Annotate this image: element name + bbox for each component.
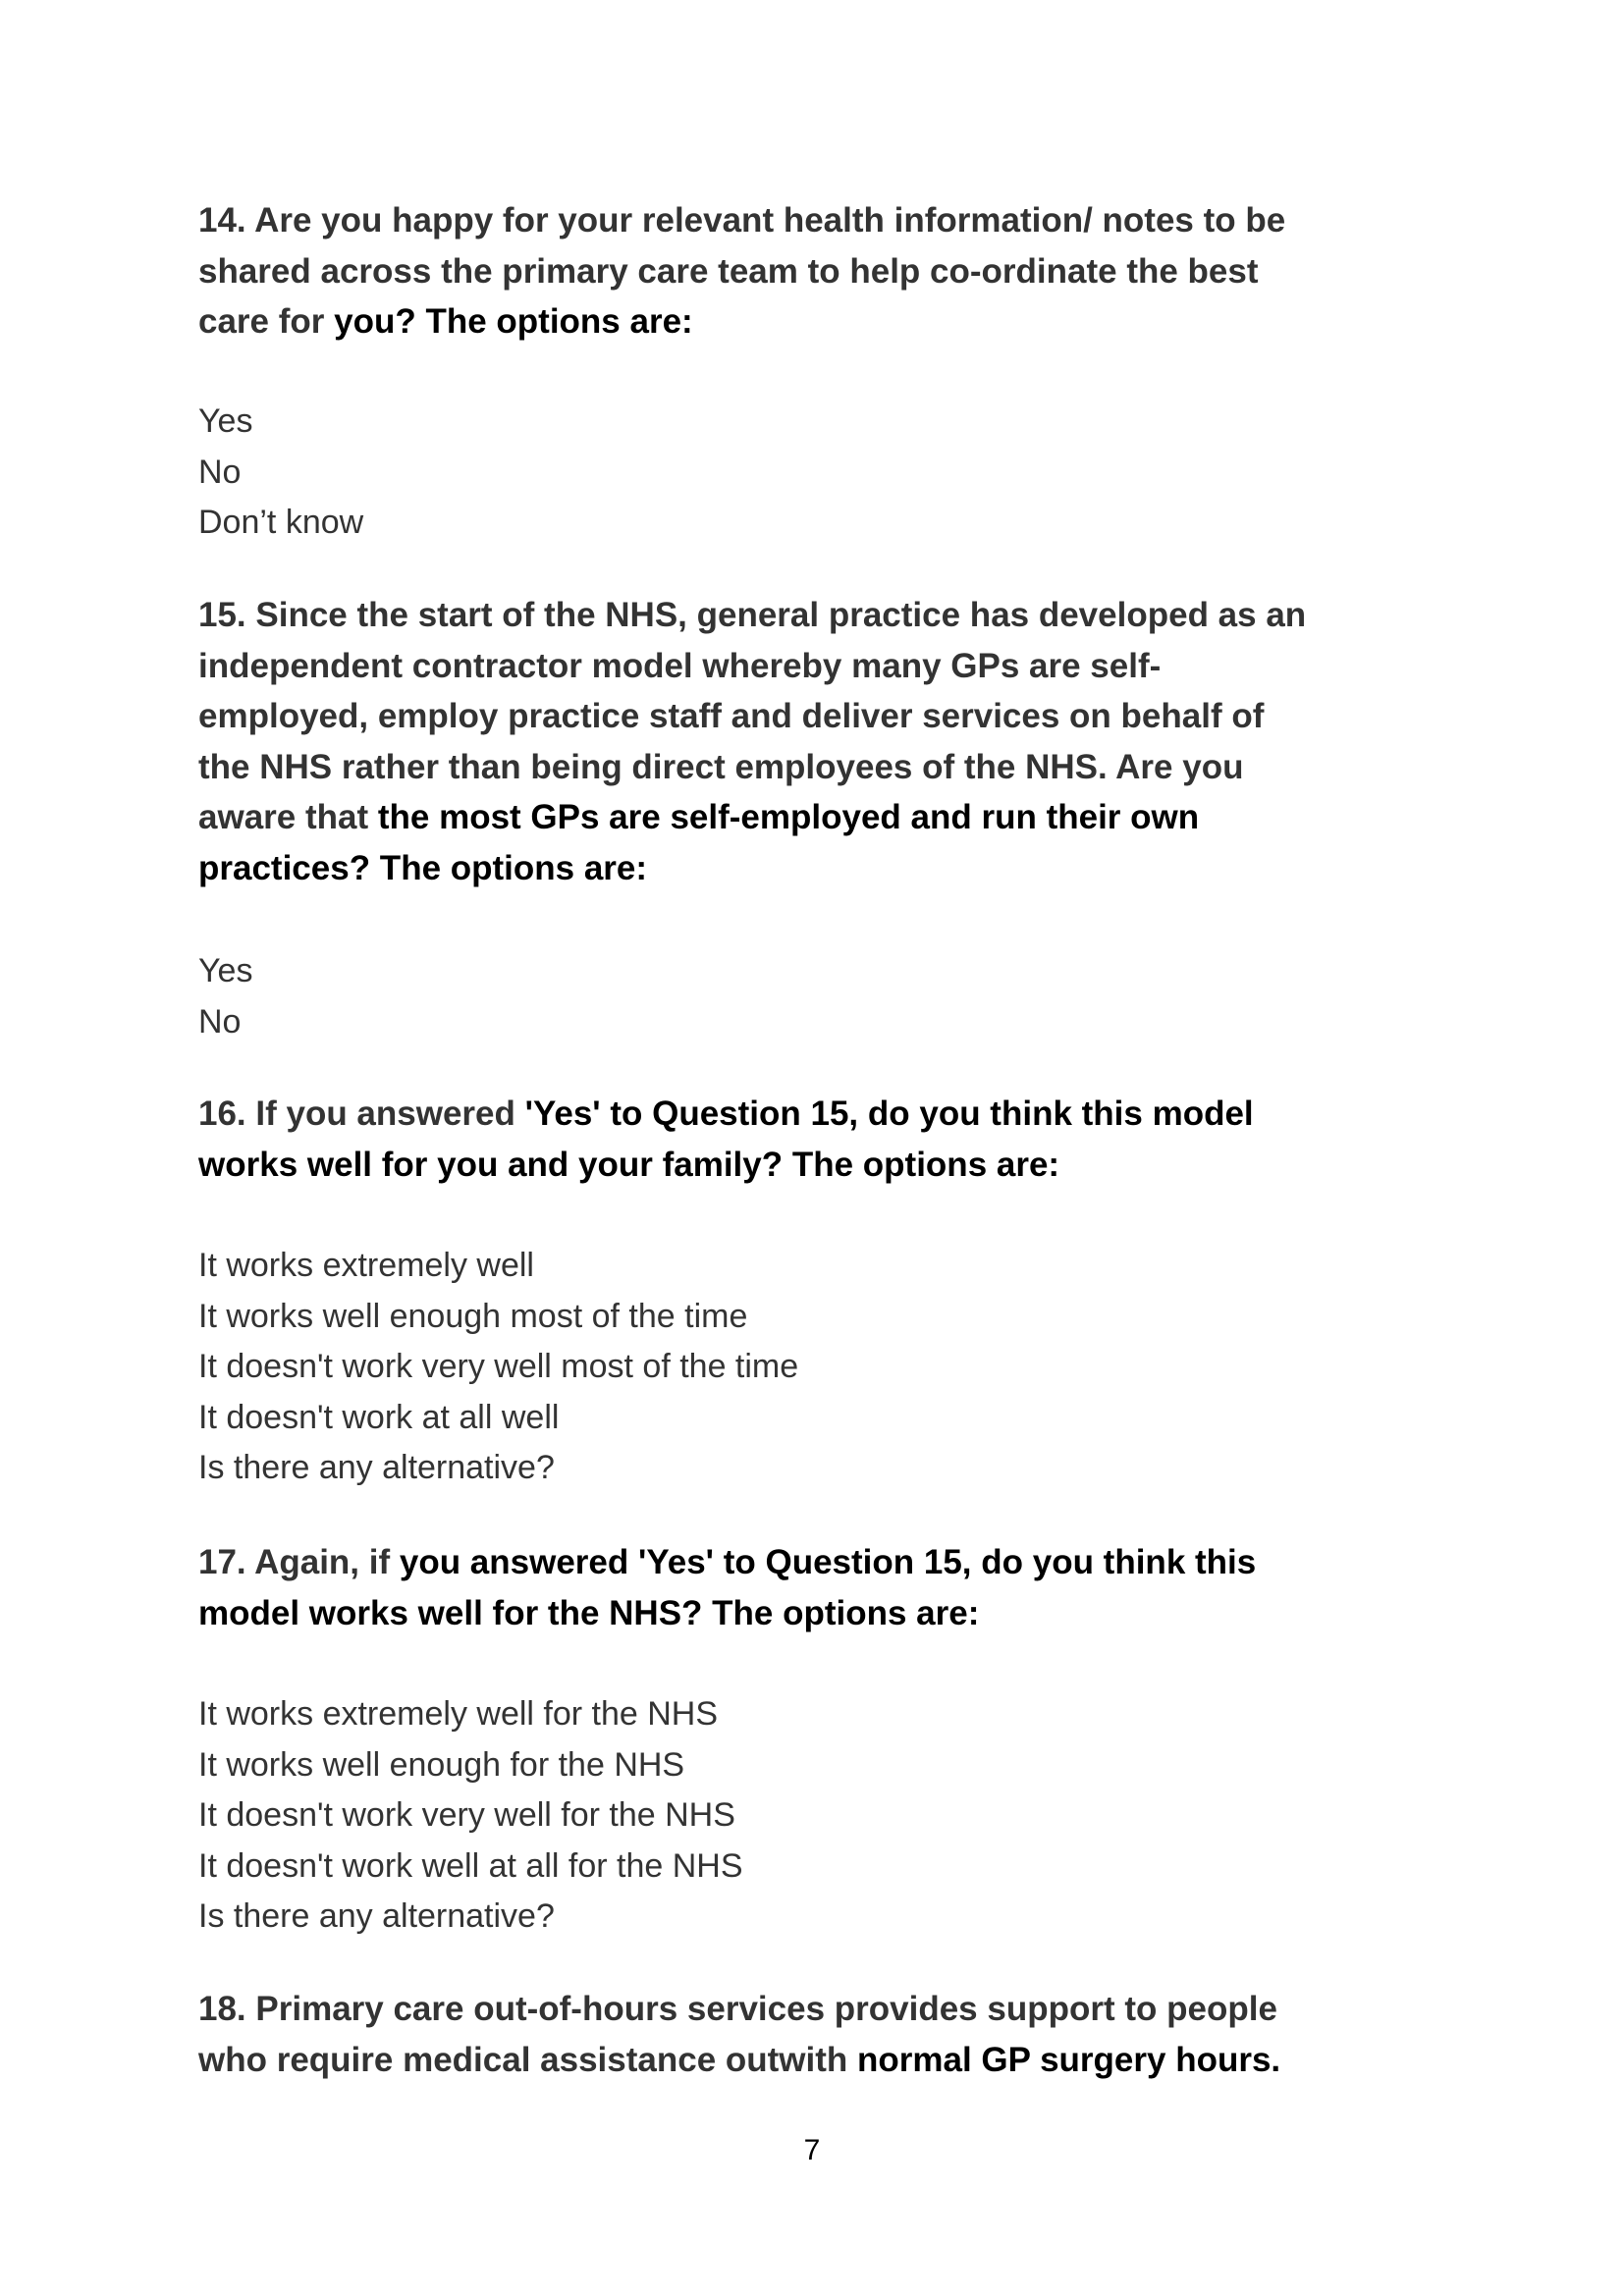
question-text-segment: care for — [198, 302, 335, 341]
question-15-options — [198, 946, 1475, 1047]
question-16-options — [198, 1241, 1475, 1494]
question-text-emphasis: normal GP surgery hours. — [857, 2040, 1281, 2079]
question-15 — [198, 590, 1475, 893]
question-text-segment: 15. Since the start of the NHS, general practice has developed as an — [198, 596, 1307, 634]
question-text-emphasis: 'Yes' to Question 15, do you think this model — [524, 1095, 1254, 1133]
question-text-emphasis: you answered 'Yes' to Question 15, do you think this — [399, 1543, 1257, 1581]
option-item: Is there any alternative? — [198, 1897, 555, 1935]
question-17-options — [198, 1689, 1475, 1943]
question-16 — [198, 1089, 1475, 1190]
question-text-emphasis: model works well for the NHS? The options are: — [198, 1593, 980, 1632]
question-text-emphasis: you? The options are: — [334, 302, 693, 341]
question-14 — [198, 195, 1475, 347]
question-16-text — [198, 1089, 1475, 1190]
option-item: No — [198, 453, 242, 491]
question-text-segment: 16. If you answered — [198, 1095, 525, 1133]
question-text-segment: shared across the primary care team to help co-ordinate the best — [198, 251, 1259, 291]
option-item: It doesn't work well at all for the NHS — [198, 1846, 743, 1885]
option-item: Is there any alternative? — [198, 1449, 555, 1486]
option-item: No — [198, 1002, 242, 1041]
question-14-options — [198, 397, 1475, 549]
option-item: It doesn't work very well most of the time — [198, 1348, 799, 1385]
question-text-segment: who require medical assistance outwith — [198, 2040, 858, 2079]
question-18-text — [198, 1984, 1475, 2085]
option-item: It works extremely well for the NHS — [198, 1695, 719, 1733]
option-item: Yes — [198, 402, 253, 440]
option-item: It works well enough for the NHS — [198, 1745, 685, 1784]
question-text-segment: the NHS rather than being direct employees of the NHS. Are you — [198, 747, 1244, 786]
question-text-emphasis: the most GPs are self-employed and run their own — [377, 798, 1200, 836]
question-text-segment: employed, employ practice staff and deliver services on behalf of — [198, 697, 1265, 735]
option-item: It works well enough most of the time — [198, 1297, 748, 1335]
question-15-text — [198, 590, 1475, 893]
option-item: Yes — [198, 952, 253, 989]
question-14-text — [198, 195, 1475, 347]
option-item: It doesn't work at all well — [198, 1398, 560, 1436]
question-18 — [198, 1984, 1475, 2085]
question-17 — [198, 1537, 1475, 1638]
question-text-segment: independent contractor model whereby many GPs are self- — [198, 646, 1162, 685]
question-text-segment: aware that — [198, 798, 378, 836]
question-text-emphasis: practices? The options are: — [198, 848, 648, 887]
option-item: It doesn't work very well for the NHS — [198, 1796, 735, 1834]
option-item: It works extremely well — [198, 1247, 534, 1284]
question-text-segment: 14. Are you happy for your relevant health information/ notes to be — [198, 201, 1286, 240]
question-text-segment: 18. Primary care out-of-hours services provides support to people — [198, 1990, 1277, 2028]
question-17-text — [198, 1537, 1475, 1638]
page-number: 7 — [803, 2134, 821, 2166]
question-text-segment: 17. Again, if — [198, 1543, 400, 1581]
question-text-emphasis: works well for you and your family? The options are: — [198, 1145, 1060, 1184]
option-item: Don’t know — [198, 504, 364, 541]
